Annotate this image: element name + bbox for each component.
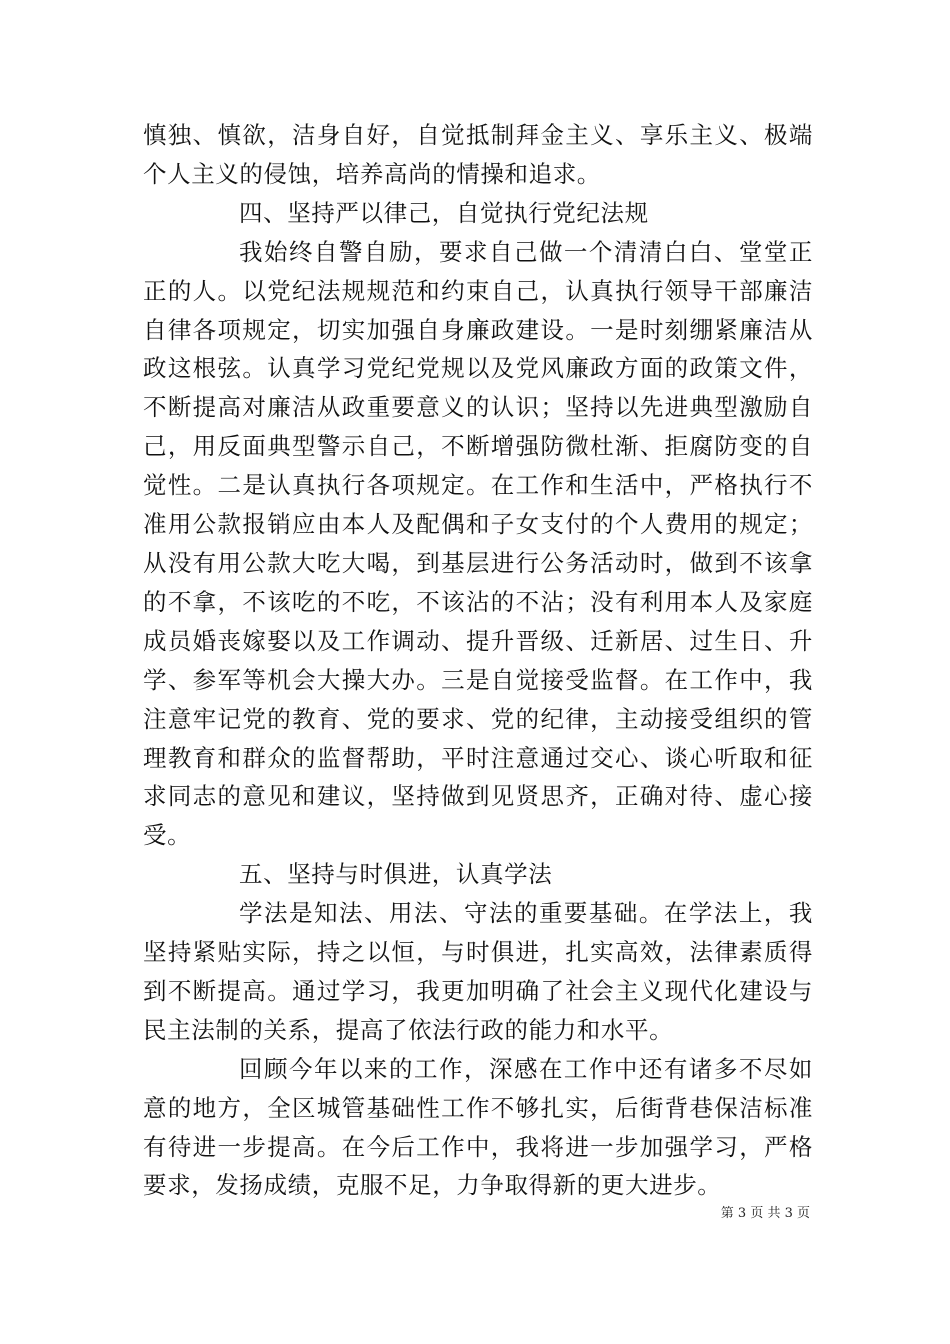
section-heading-five: 五、坚持与时俱进，认真学法: [239, 860, 553, 889]
paragraph-review: 回顾今年以来的工作，深感在工作中还有诸多不尽如意的地方，全区城管基础性工作不够扎实，后街背巷保洁标准有待进一步提高。在今后工作中，我将进一步加强学习，严格要求，发扬成绩，克服不足，力争取得新的更大进步。: [143, 1054, 813, 1200]
document-body: [143, 116, 813, 1205]
paragraph-study-law: 学法是知法、用法、守法的重要基础。在学法上，我坚持紧贴实际，持之以恒，与时俱进，扎实高效，法律素质得到不断提高。通过学习，我更加明确了社会主义现代化建设与民主法制的关系，提高了依法行政的能力和水平。: [143, 899, 813, 1044]
paragraph-continuation: 慎独、慎欲，洁身自好，自觉抵制拜金主义、享乐主义、极端个人主义的侵蚀，培养高尚的情操和追求。: [143, 121, 813, 188]
section-heading-four: 四、坚持严以律己，自觉执行党纪法规: [239, 198, 649, 227]
page-number-footer: 第 3 页 共 3 页: [720, 1206, 810, 1221]
paragraph-self-discipline: 我始终自警自励，要求自己做一个清清白白、堂堂正正的人。以党纪法规规范和约束自己，认真执行领导干部廉洁自律各项规定，切实加强自身廉政建设。一是时刻绷紧廉洁从政这根弦。认真学习党纪党规以及党风廉政方面的政策文件，不断提高对廉洁从政重要意义的认识；坚持以先进典型激励自己，用反面典型警示自己，不断增强防微杜渐、拒腐防变的自觉性。二是认真执行各项规定。在工作和生活中，严格执行不准用公款报销应由本人及配偶和子女支付的个人费用的规定；从没有用公款大吃大喝，到基层进行公务活动时，做到不该拿的不拿，不该吃的不吃，不该沾的不沾；没有利用本人及家庭成员婚丧嫁娶以及工作调动、提升晋级、迁新居、过生日、升学、参军等机会大操大办。三是自觉接受监督。在工作中，我注意牢记党的教育、党的要求、党的纪律，主动接受组织的管理教育和群众的监督帮助，平时注意通过交心、谈心听取和征求同志的意见和建议，坚持做到见贤思齐，正确对待、虚心接受。: [143, 237, 813, 850]
